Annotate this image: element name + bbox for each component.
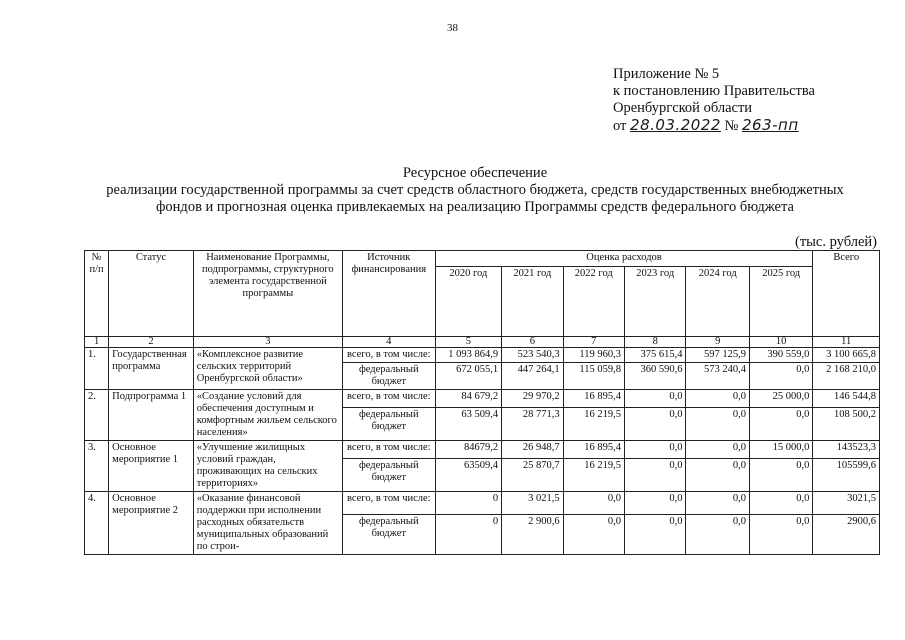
table-row	[85, 348, 880, 363]
row-value: 0,0	[625, 408, 686, 441]
row-num: 1.	[85, 348, 109, 390]
row-value: 0,0	[686, 441, 749, 459]
header-estimate: Оценка расходов	[435, 251, 813, 267]
row-value: 0,0	[686, 492, 749, 515]
row-total: 108 500,2	[813, 408, 880, 441]
row-value: 0,0	[686, 390, 749, 408]
document-title	[60, 165, 890, 216]
row-value: 16 895,4	[563, 441, 624, 459]
row-source: всего, в том числе:	[342, 390, 435, 408]
handwritten-number: 263-пп	[742, 116, 799, 134]
row-value: 63509,4	[435, 459, 502, 492]
column-number: 5	[435, 337, 502, 348]
row-value: 0,0	[625, 514, 686, 555]
header-year: 2024 год	[686, 267, 749, 337]
column-number: 7	[563, 337, 624, 348]
column-number: 6	[502, 337, 563, 348]
row-value: 0,0	[563, 492, 624, 515]
row-value: 0	[435, 514, 502, 555]
header-year: 2022 год	[563, 267, 624, 337]
header-total: Всего	[813, 251, 880, 337]
column-number: 11	[813, 337, 880, 348]
row-source: всего, в том числе:	[342, 348, 435, 363]
appendix-block	[613, 66, 815, 135]
row-value: 84679,2	[435, 441, 502, 459]
row-status: Основное мероприятие 2	[109, 492, 194, 555]
row-name: «Создание условий для обеспечения доступным и комфортным жильем сельского населения»	[193, 390, 342, 441]
page-number: 38	[447, 22, 458, 34]
column-number: 9	[686, 337, 749, 348]
row-source: федеральный бюджет	[342, 408, 435, 441]
title-line-1: Ресурсное обеспечение	[402, 165, 548, 181]
row-num: 3.	[85, 441, 109, 492]
row-value: 115 059,8	[563, 363, 624, 390]
row-value: 63 509,4	[435, 408, 502, 441]
row-name: «Комплексное развитие сельских территорий Оренбургской области»	[193, 348, 342, 390]
row-value: 3 021,5	[502, 492, 563, 515]
row-value: 25 870,7	[502, 459, 563, 492]
row-value: 0,0	[686, 408, 749, 441]
units-label: (тыс. рублей)	[795, 234, 877, 250]
row-source: всего, в том числе:	[342, 492, 435, 515]
row-source: федеральный бюджет	[342, 459, 435, 492]
row-value: 29 970,2	[502, 390, 563, 408]
row-value: 0,0	[625, 492, 686, 515]
title-line-2: реализации государственной программы за счет средств областного бюджета, средств государственных внебюджетных	[106, 182, 844, 198]
row-num: 2.	[85, 390, 109, 441]
row-status: Подпрограмма 1	[109, 390, 194, 441]
row-value: 0,0	[625, 390, 686, 408]
header-status: Статус	[109, 251, 194, 337]
appendix-date-line	[613, 117, 815, 135]
row-value: 26 948,7	[502, 441, 563, 459]
row-name: «Оказание финансовой поддержки при исполнении расходных обязательств муниципальных образований по строи-	[193, 492, 342, 555]
row-value: 447 264,1	[502, 363, 563, 390]
row-value: 573 240,4	[686, 363, 749, 390]
row-source: федеральный бюджет	[342, 363, 435, 390]
row-value: 0,0	[686, 514, 749, 555]
row-value: 0,0	[749, 363, 812, 390]
column-number: 1	[85, 337, 109, 348]
row-value: 0,0	[749, 459, 812, 492]
handwritten-date: 28.03.2022	[630, 116, 721, 134]
column-number-row	[85, 337, 880, 348]
row-total: 143523,3	[813, 441, 880, 459]
table-row	[85, 441, 880, 459]
column-number: 3	[193, 337, 342, 348]
header-year: 2021 год	[502, 267, 563, 337]
row-status: Основное мероприятие 1	[109, 441, 194, 492]
appendix-line-2: к постановлению Правительства	[613, 83, 815, 99]
header-year: 2020 год	[435, 267, 502, 337]
header-year: 2023 год	[625, 267, 686, 337]
row-value: 0,0	[625, 441, 686, 459]
row-value: 0,0	[749, 492, 812, 515]
row-value: 84 679,2	[435, 390, 502, 408]
row-value: 25 000,0	[749, 390, 812, 408]
date-prefix: от	[613, 118, 627, 134]
row-source: федеральный бюджет	[342, 514, 435, 555]
row-total: 146 544,8	[813, 390, 880, 408]
appendix-line-3: Оренбургской области	[613, 100, 753, 116]
row-value: 0,0	[625, 459, 686, 492]
resource-table	[84, 250, 880, 555]
row-value: 0,0	[563, 514, 624, 555]
row-value: 0,0	[749, 514, 812, 555]
row-total: 3 100 665,8	[813, 348, 880, 363]
header-year: 2025 год	[749, 267, 812, 337]
row-source: всего, в том числе:	[342, 441, 435, 459]
row-value: 16 219,5	[563, 408, 624, 441]
column-number: 2	[109, 337, 194, 348]
row-total: 2 168 210,0	[813, 363, 880, 390]
row-value: 1 093 864,9	[435, 348, 502, 363]
row-total: 2900,6	[813, 514, 880, 555]
row-value: 523 540,3	[502, 348, 563, 363]
row-num: 4.	[85, 492, 109, 555]
column-number: 10	[749, 337, 812, 348]
row-value: 119 960,3	[563, 348, 624, 363]
row-value: 375 615,4	[625, 348, 686, 363]
row-value: 672 055,1	[435, 363, 502, 390]
header-name: Наименование Программы, подпрограммы, структурного элемента государственной программы	[193, 251, 342, 337]
row-status: Государственная программа	[109, 348, 194, 390]
row-value: 2 900,6	[502, 514, 563, 555]
number-prefix: №	[724, 118, 739, 134]
row-total: 3021,5	[813, 492, 880, 515]
title-line-3: фондов и прогнозная оценка привлекаемых на реализацию Программы средств федерального бюджета	[156, 199, 794, 215]
row-value: 15 000,0	[749, 441, 812, 459]
row-name: «Улучшение жилищных условий граждан, проживающих на сельских территориях»	[193, 441, 342, 492]
row-value: 0,0	[749, 408, 812, 441]
row-value: 16 895,4	[563, 390, 624, 408]
header-num: № п/п	[85, 251, 109, 337]
table-row	[85, 390, 880, 408]
row-value: 0,0	[686, 459, 749, 492]
row-value: 390 559,0	[749, 348, 812, 363]
row-value: 28 771,3	[502, 408, 563, 441]
appendix-line-1: Приложение № 5	[613, 66, 720, 82]
header-source: Источник финансирования	[342, 251, 435, 337]
column-number: 8	[625, 337, 686, 348]
row-value: 0	[435, 492, 502, 515]
row-total: 105599,6	[813, 459, 880, 492]
row-value: 360 590,6	[625, 363, 686, 390]
column-number: 4	[342, 337, 435, 348]
table-row	[85, 492, 880, 515]
row-value: 16 219,5	[563, 459, 624, 492]
row-value: 597 125,9	[686, 348, 749, 363]
